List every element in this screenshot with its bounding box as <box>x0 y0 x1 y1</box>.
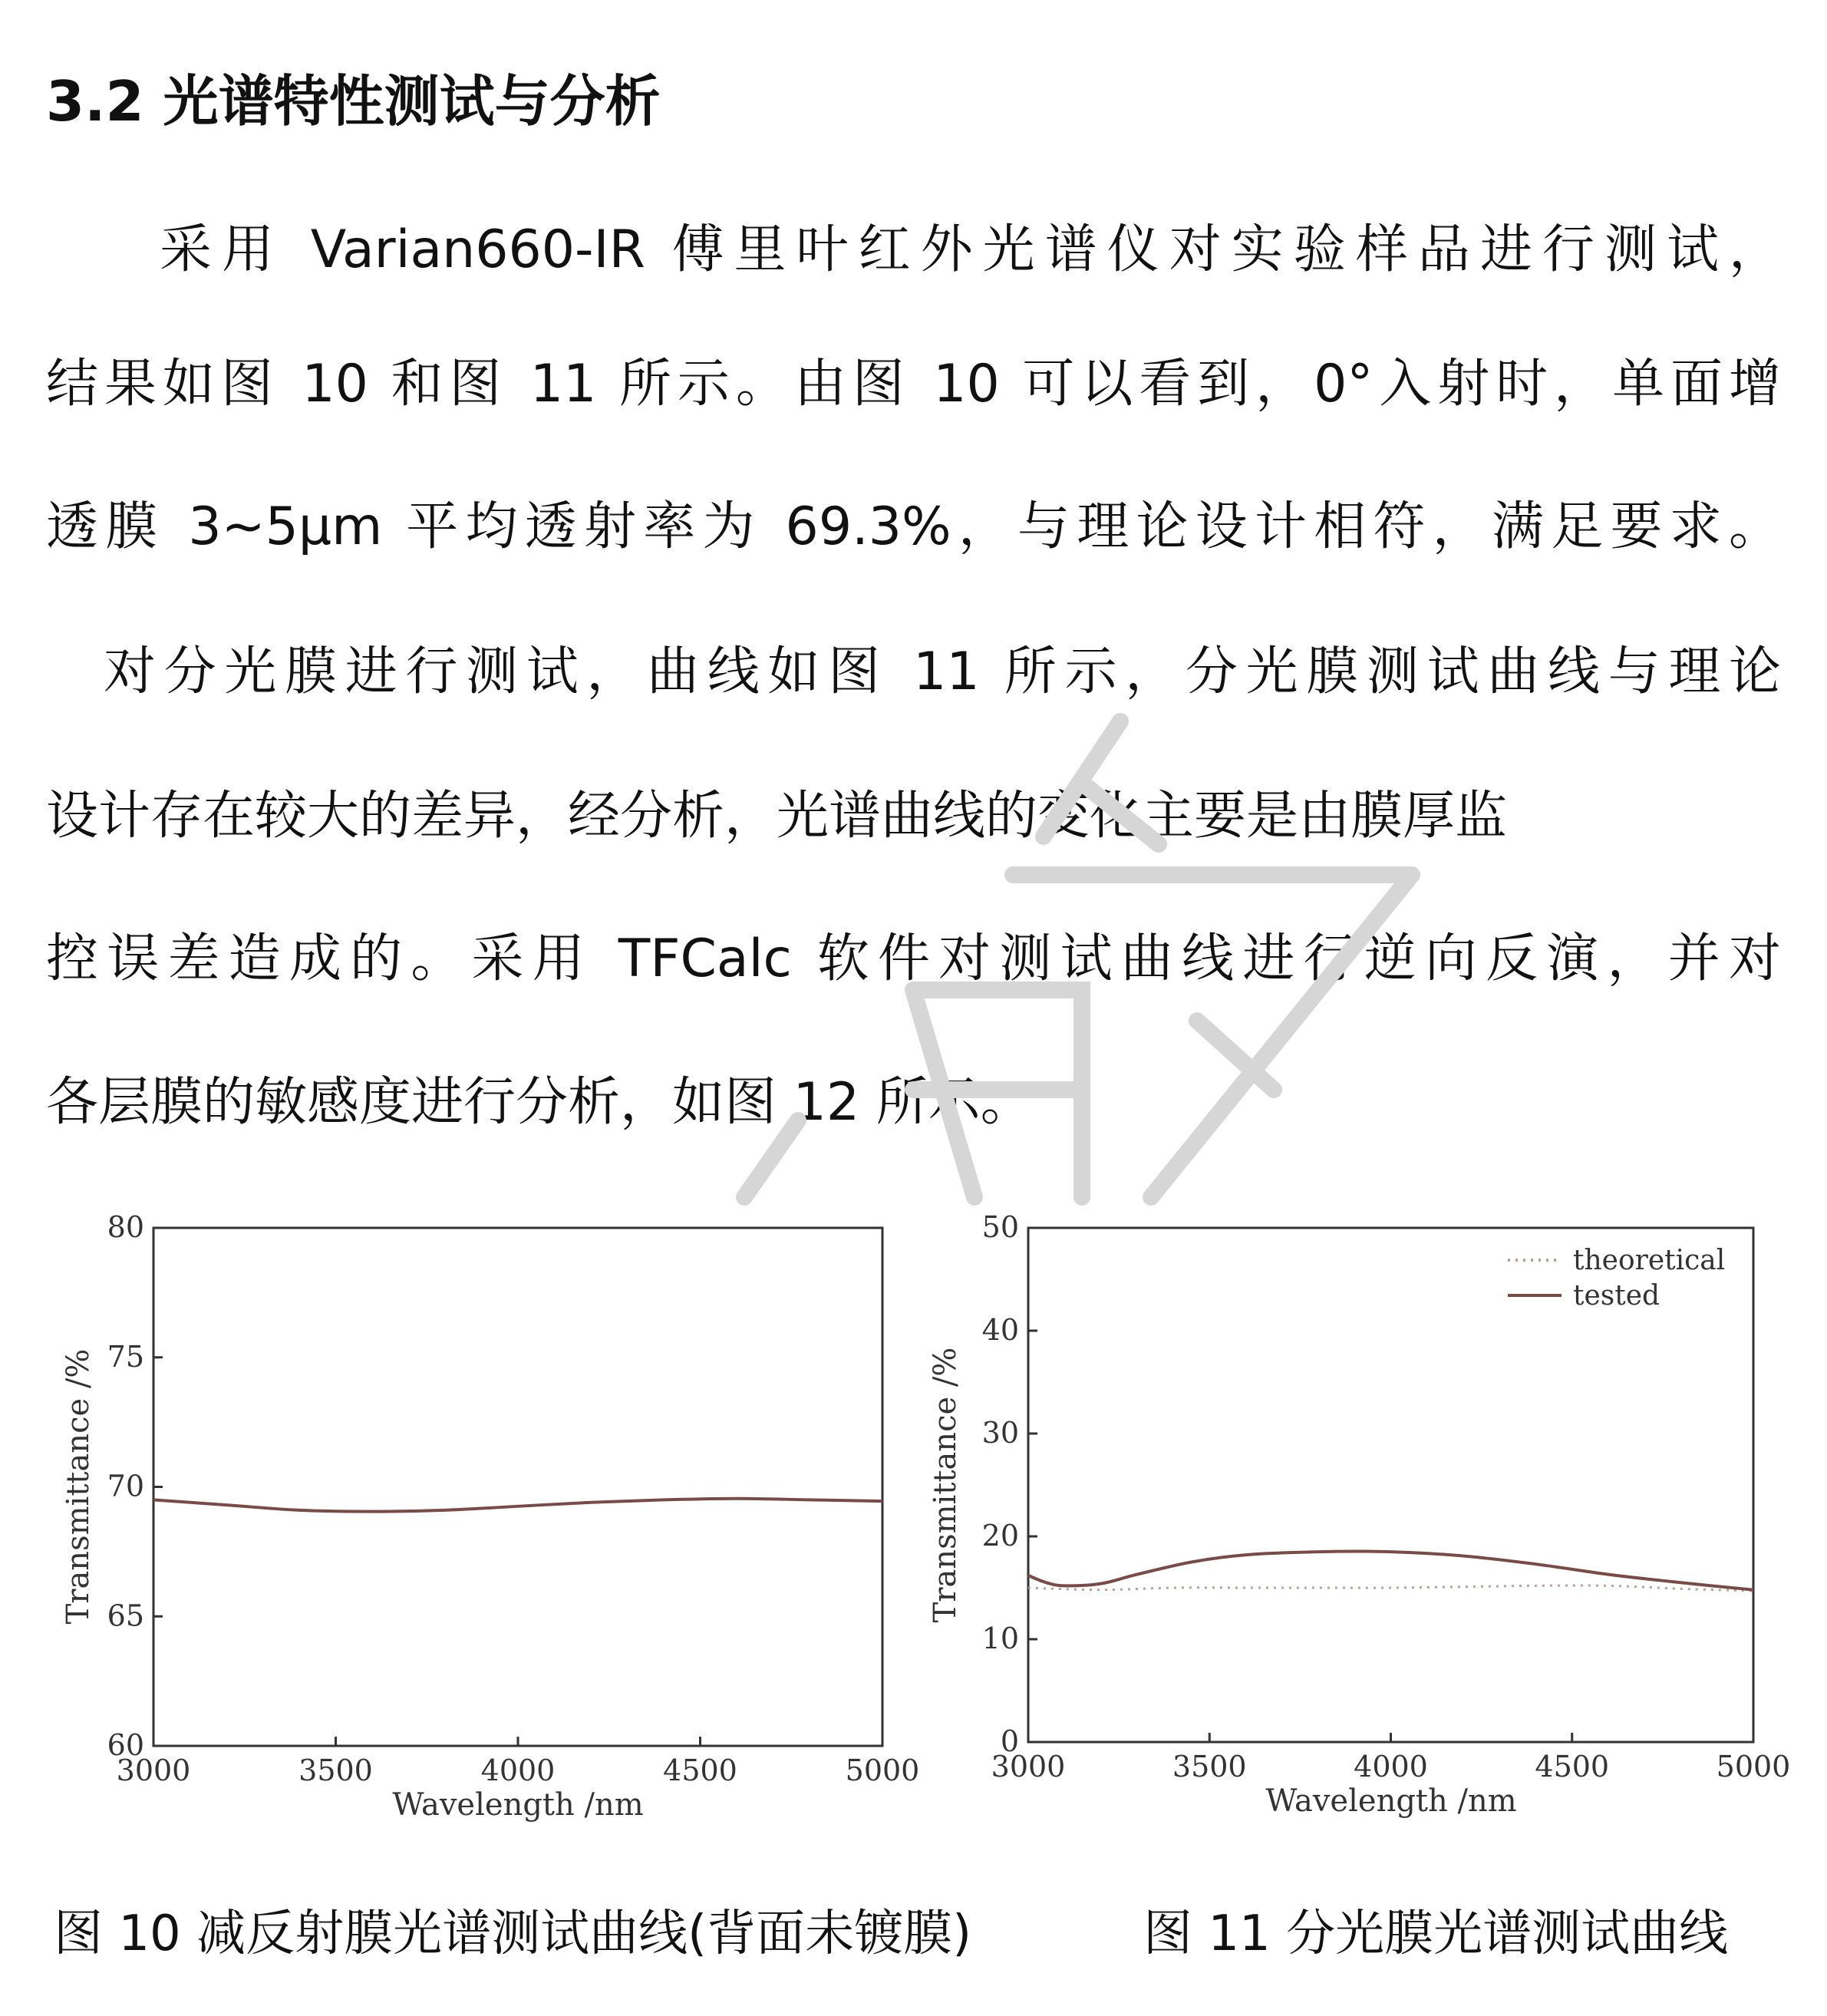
y-tick-label: 40 <box>981 1313 1019 1347</box>
plot-frame <box>153 1228 882 1746</box>
paragraph-line: 各层膜的敏感度进行分析，如图 12 所示。 <box>46 1072 1033 1133</box>
paragraph-line: 结果如图 10 和图 11 所示。由图 10 可以看到，0°入射时，单面增 <box>46 354 1781 414</box>
paragraph-line: 控误差造成的。采用 TFCalc 软件对测试曲线进行逆向反演，并对 <box>46 929 1781 989</box>
x-tick-label: 3500 <box>1172 1750 1247 1783</box>
paragraph-line: 设计存在较大的差异，经分析，光谱曲线的变化主要是由膜厚监 <box>46 786 1508 846</box>
x-tick-label: 4000 <box>1354 1750 1428 1783</box>
x-tick-label: 4500 <box>663 1754 737 1787</box>
y-tick-label: 70 <box>107 1469 144 1503</box>
y-tick-label: 75 <box>107 1339 144 1374</box>
series-line-tested <box>153 1499 882 1512</box>
x-tick-label: 5000 <box>845 1754 920 1787</box>
x-axis-label: Wavelength /nm <box>1265 1783 1517 1819</box>
y-tick-label: 65 <box>107 1599 144 1633</box>
legend-tested-label: tested <box>1573 1280 1660 1312</box>
section-heading: 3.2 光谱特性测试与分析 <box>46 69 661 134</box>
paragraph-line: 对分光膜进行测试，曲线如图 11 所示，分光膜测试曲线与理论 <box>104 642 1781 702</box>
paragraph-line: 采用 Varian660-IR 傅里叶红外光谱仪对实验样品进行测试， <box>160 219 1781 280</box>
figure-11-chart <box>909 1197 1792 1842</box>
y-tick-label: 10 <box>981 1622 1019 1655</box>
y-axis-label: Transmittance /% <box>61 1348 96 1625</box>
y-tick-label: 20 <box>981 1519 1019 1552</box>
legend <box>1508 1245 1725 1312</box>
figure-10-caption: 图 10 减反射膜光谱测试曲线(背面未镀膜) <box>54 1905 972 1962</box>
figure-10-chart <box>46 1197 928 1842</box>
legend-theoretical-label: theoretical <box>1573 1245 1726 1276</box>
x-tick-label: 4000 <box>480 1754 556 1787</box>
y-tick-label: 30 <box>981 1416 1019 1450</box>
chart-svg <box>909 1197 1792 1842</box>
y-tick-label: 80 <box>107 1210 144 1244</box>
x-axis-label: Wavelength /nm <box>392 1787 644 1823</box>
x-tick-label: 3000 <box>116 1754 191 1787</box>
series-layer <box>153 1499 882 1512</box>
y-tick-label: 60 <box>107 1728 144 1762</box>
x-tick-label: 5000 <box>1716 1750 1791 1783</box>
series-line-theoretical <box>1028 1585 1753 1591</box>
paragraph-line: 透膜 3~5μm 平均透射率为 69.3%，与理论设计相符，满足要求。 <box>46 497 1781 557</box>
figure-11-caption: 图 11 分光膜光谱测试曲线 <box>1143 1905 1729 1962</box>
series-line-tested <box>1028 1552 1753 1590</box>
y-tick-label: 50 <box>981 1210 1019 1244</box>
x-ticks <box>991 1733 1791 1783</box>
series-layer <box>1028 1552 1753 1592</box>
x-tick-label: 4500 <box>1535 1750 1610 1783</box>
chart-svg <box>46 1197 928 1842</box>
y-axis-label: Transmittance /% <box>928 1347 963 1623</box>
x-ticks <box>117 1737 920 1787</box>
x-tick-label: 3000 <box>991 1750 1066 1783</box>
y-tick-label: 0 <box>1000 1724 1019 1758</box>
x-tick-label: 3500 <box>298 1754 373 1787</box>
